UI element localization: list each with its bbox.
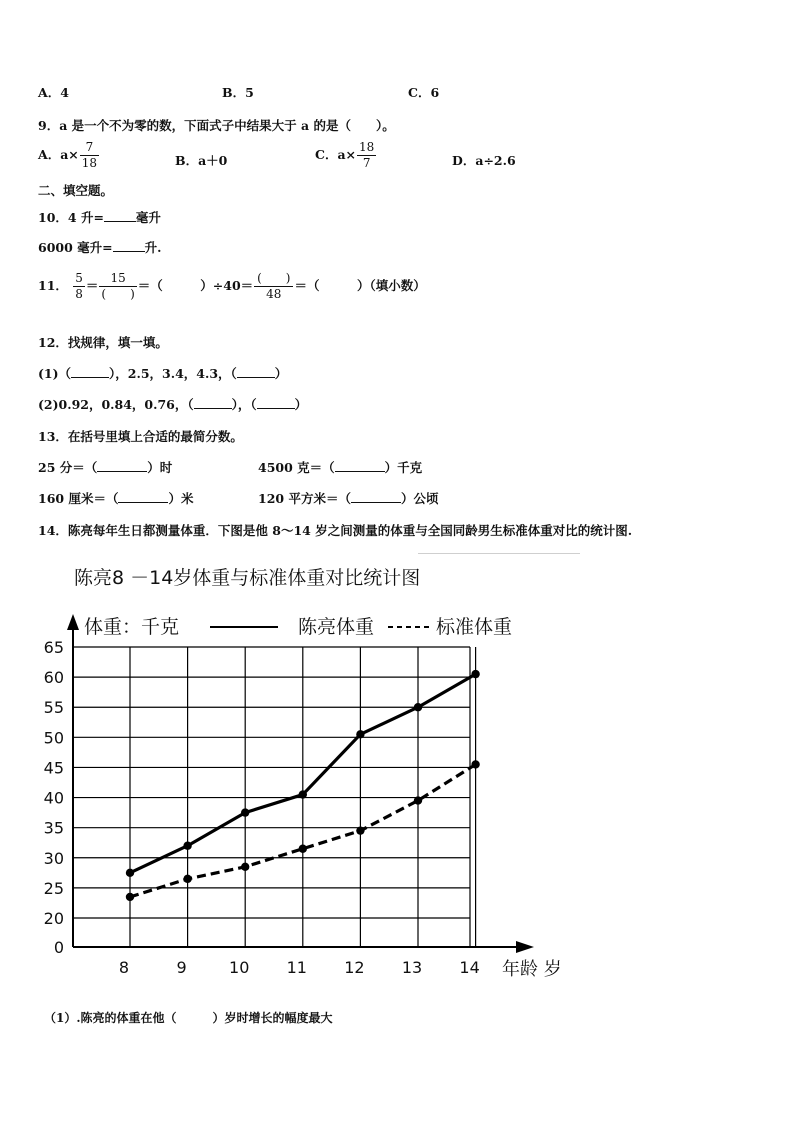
x-tick-label-12: 12 xyxy=(344,958,365,977)
q13-blank-c[interactable] xyxy=(118,502,168,503)
q9-c-den: 7 xyxy=(357,155,376,171)
q12-l2-c: ） xyxy=(294,397,308,412)
q10-l2-a: 6000 毫升= xyxy=(38,240,113,255)
y-tick-label-0: 0 xyxy=(53,938,64,957)
q13-a xyxy=(38,458,172,476)
x-tick-label-13: 13 xyxy=(401,958,423,977)
q11-fraction-1 xyxy=(73,271,85,302)
q9-c-num: 18 xyxy=(359,140,375,154)
q12-l2-b: ），（ xyxy=(231,397,257,412)
q13-d1: 120 平方米＝（ xyxy=(258,491,351,506)
q10-l1-a: 10．4 升= xyxy=(38,210,104,225)
q13-c1: 160 厘米＝（ xyxy=(38,491,119,506)
q13-d xyxy=(258,489,438,507)
x-tick-label-14: 14 xyxy=(459,958,480,977)
q13-c2: ）米 xyxy=(168,491,194,506)
series-1-point-8 xyxy=(126,893,134,901)
q12-l1-c: ） xyxy=(274,366,288,381)
q13-b1: 4500 克＝（ xyxy=(258,460,335,475)
q11-fraction-3 xyxy=(254,271,293,302)
q11-f1-num: 5 xyxy=(75,271,83,285)
y-tick-label-60: 60 xyxy=(43,668,64,688)
q11-f2-num[interactable]: 15 xyxy=(110,271,126,285)
q12-blank-1[interactable] xyxy=(71,377,109,378)
y-tick-label-30: 30 xyxy=(43,848,64,868)
legend-label-standard: 标准体重 xyxy=(436,616,513,638)
y-tick-label-35: 35 xyxy=(43,818,64,838)
q13-d2: ）公顷 xyxy=(400,491,439,506)
y-tick-label-65: 65 xyxy=(43,638,64,657)
q12-blank-3[interactable] xyxy=(194,408,232,409)
q9-c-fraction xyxy=(357,140,376,171)
x-axis-label: 年龄 岁 xyxy=(502,959,562,980)
q9-a-den: 18 xyxy=(81,156,98,170)
series-0-point-9 xyxy=(183,842,191,850)
q9-a-prefix: A．a× xyxy=(38,147,79,162)
q8-option-a: A．4 xyxy=(38,85,69,100)
q11-fraction-2 xyxy=(99,271,136,302)
q11-eq-1: ＝ xyxy=(85,278,99,293)
series-0-point-14 xyxy=(471,670,479,678)
x-axis-arrow xyxy=(516,941,534,953)
q9-option-c xyxy=(315,140,377,171)
q12-line1 xyxy=(38,364,287,382)
y-tick-label-55: 55 xyxy=(43,698,64,718)
q13-blank-d[interactable] xyxy=(351,502,401,503)
x-tick-label-11: 11 xyxy=(286,958,307,977)
chart-title: 陈亮8 －14岁体重与标准体重对比统计图 xyxy=(74,567,421,589)
series-1-point-14 xyxy=(471,760,479,768)
q10-line2 xyxy=(38,238,161,256)
x-tick-label-8: 8 xyxy=(118,958,130,977)
q12-line2 xyxy=(38,395,307,413)
q9-stem: 9．a 是一个不为零的数，下面式子中结果大于 a 的是（ ）。 xyxy=(38,118,395,133)
chart-legend xyxy=(84,616,512,638)
q9-a-fraction xyxy=(80,140,99,171)
q9-c-prefix: C．a× xyxy=(315,147,357,162)
y-tick-label-45: 45 xyxy=(43,758,64,778)
chart-grid xyxy=(73,647,476,947)
series-0-point-12 xyxy=(356,730,364,738)
q10-blank-2[interactable] xyxy=(113,251,145,252)
y-tick-label-25: 25 xyxy=(43,878,64,898)
q11-f1-den: 8 xyxy=(75,287,83,301)
q14-sub1: （1）.陈亮的体重在他（ ）岁时增长的幅度最大 xyxy=(44,1011,333,1025)
q13-b xyxy=(258,458,422,476)
q9-option-d: D．a÷2.6 xyxy=(452,153,516,168)
q13-c xyxy=(38,489,193,507)
x-tick-label-9: 9 xyxy=(176,958,187,977)
q8-option-c: C．6 xyxy=(408,85,440,100)
y-axis-arrow xyxy=(67,614,79,630)
q11-line xyxy=(38,271,426,302)
q11-mid-1: ＝（ ）÷40＝ xyxy=(137,278,254,293)
q11-label: 11． xyxy=(38,278,68,293)
q13-a2: ）时 xyxy=(147,460,173,475)
series-0-point-13 xyxy=(414,703,422,711)
series-0-point-10 xyxy=(241,808,249,816)
series-1-point-11 xyxy=(299,845,307,853)
q8-option-b: B．5 xyxy=(222,85,254,100)
q13-a1: 25 分＝（ xyxy=(38,460,98,475)
series-1-point-12 xyxy=(356,826,364,834)
series-1-point-9 xyxy=(183,875,191,883)
q12-l1-a: (1)（ xyxy=(38,366,72,381)
q13-blank-b[interactable] xyxy=(335,471,385,472)
q10-l1-b: 毫升 xyxy=(135,210,161,225)
series-1-point-13 xyxy=(414,796,422,804)
q12-l2-a: (2)0.92，0.84，0.76，（ xyxy=(38,397,194,412)
series-0-point-8 xyxy=(126,869,134,877)
y-tick-label-50: 50 xyxy=(43,728,64,748)
series-0-point-11 xyxy=(299,790,307,798)
section-heading: 二、填空题。 xyxy=(38,183,114,198)
legend-label-chenliang: 陈亮体重 xyxy=(298,616,375,638)
q9-option-a xyxy=(38,140,100,171)
y-tick-label-40: 40 xyxy=(43,788,64,808)
q12-blank-2[interactable] xyxy=(237,377,275,378)
q11-f3-num[interactable]: ( ) xyxy=(257,271,291,285)
q12-stem: 12．找规律，填一填。 xyxy=(38,335,168,350)
q10-line1 xyxy=(38,208,161,226)
q12-l1-b: ），2.5，3.4，4.3，（ xyxy=(109,366,237,381)
q14-stem: 14．陈亮每年生日都测量体重．下图是他 8～14 岁之间测量的体重与全国同龄男生标准体重对比的统计图. xyxy=(38,523,633,538)
q13-b2: ）千克 xyxy=(384,460,423,475)
x-tick-label-10: 10 xyxy=(229,958,250,977)
y-axis-label: 体重：千克 xyxy=(84,616,180,638)
q9-option-b: B．a＋0 xyxy=(175,153,228,168)
q10-blank-1[interactable] xyxy=(104,221,136,222)
q9-a-num: 7 xyxy=(85,140,94,154)
q11-f2-den[interactable]: ( ) xyxy=(101,287,135,301)
q13-blank-a[interactable] xyxy=(97,471,147,472)
q10-l2-b: 升. xyxy=(144,240,162,255)
q13-stem: 13．在括号里填上合适的最简分数。 xyxy=(38,429,243,444)
q11-f3-den: 48 xyxy=(254,286,293,302)
chart-axes xyxy=(67,614,534,953)
q11-tail: ＝（ ）（填小数） xyxy=(294,278,426,293)
q12-blank-4[interactable] xyxy=(257,408,295,409)
y-tick-label-20: 20 xyxy=(43,909,64,928)
weight-line-chart xyxy=(40,548,580,988)
series-1-point-10 xyxy=(241,863,249,871)
